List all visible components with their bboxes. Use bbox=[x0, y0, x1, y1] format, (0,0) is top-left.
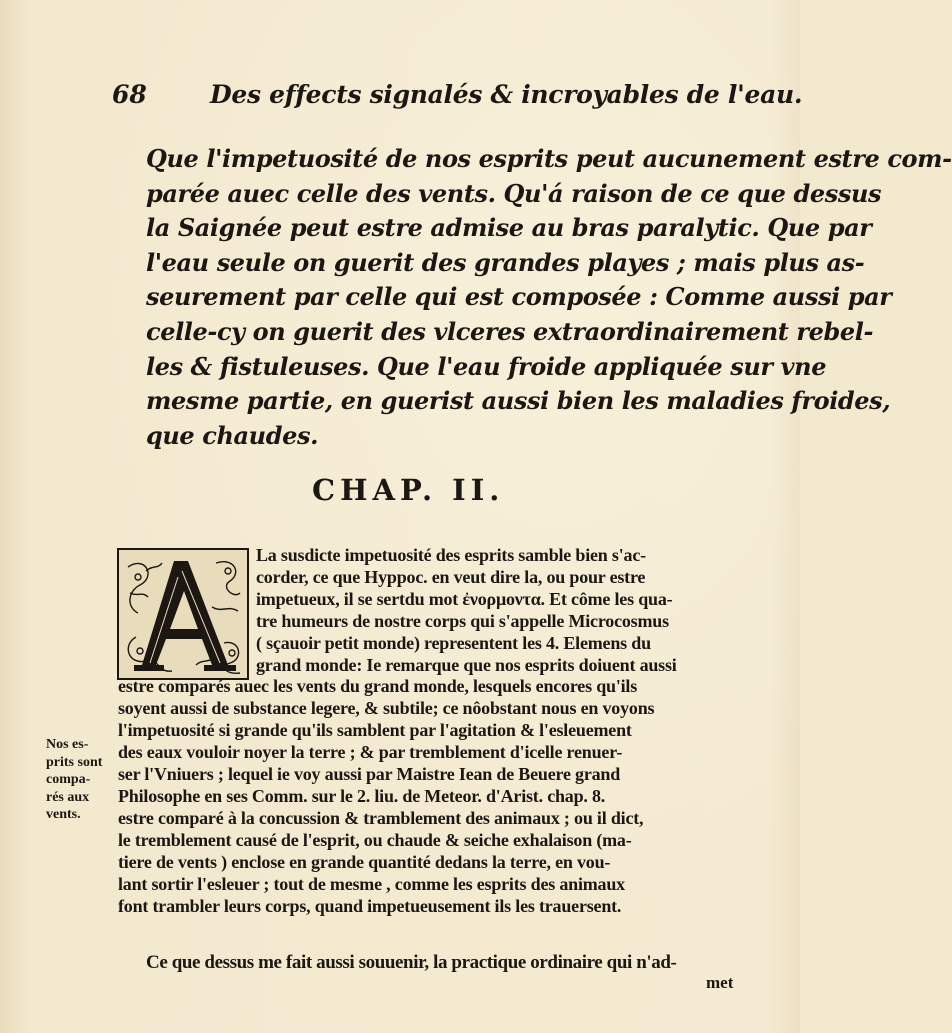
body-line: font trambler leurs corps, quand impetueusement ils les trauersent. bbox=[118, 895, 622, 916]
summary-line: les & fistuleuses. Que l'eau froide appliquée sur vne bbox=[146, 351, 827, 381]
margin-note-line: vents. bbox=[46, 807, 81, 822]
body-line: estre comparé à la concussion & tramblement des animaux ; ou il dict, bbox=[118, 807, 644, 828]
summary-line: la Saignée peut estre admise au bras paralytic. Que par bbox=[146, 213, 872, 243]
paragraph-start-line: Ce que dessus me fait aussi souuenir, la practique ordinaire qui n'ad- bbox=[146, 952, 677, 973]
margin-note-line: Nos es- bbox=[46, 737, 89, 752]
summary-line: seurement par celle qui est composée : Comme aussi par bbox=[146, 282, 892, 312]
page-header bbox=[112, 74, 803, 114]
summary-line: mesme partie, en guerist aussi bien les maladies froides, bbox=[146, 386, 891, 416]
body-line: le tremblement causé de l'esprit, ou chaude & seiche exhalaison (ma- bbox=[118, 829, 632, 850]
summary-line: celle-cy on guerit des vlceres extraordinairement rebel- bbox=[146, 316, 874, 346]
body-line: estre comparés auec les vents du grand monde, lesquels encores qu'ils bbox=[118, 676, 638, 697]
summary-line: parée auec celle des vents. Qu'á raison de ce que dessus bbox=[146, 178, 882, 208]
summary-line: Que l'impetuosité de nos esprits peut aucunement estre com- bbox=[146, 144, 952, 173]
margin-note-line: prits sont bbox=[46, 754, 103, 770]
body-line: Philosophe en ses Comm. sur le 2. liu. de Meteor. d'Arist. chap. 8. bbox=[118, 785, 606, 806]
body-line: des eaux vouloir noyer la terre ; & par tremblement d'icelle renuer- bbox=[118, 742, 623, 763]
margin-note-line: rés aux bbox=[46, 789, 90, 805]
chapter-body-text bbox=[118, 545, 748, 917]
body-line: soyent aussi de substance legere, & subtile; ce nôobstant nous en voyons bbox=[118, 698, 655, 719]
body-line: La susdicte impetuosité des esprits samble bien s'ac- bbox=[256, 545, 646, 565]
body-line: corder, ce que Hyppoc. en veut dire la, ou pour estre bbox=[256, 566, 646, 587]
body-line: tre humeurs de nostre corps qui s'appelle Microcosmus bbox=[256, 610, 669, 631]
summary-line: l'eau seule on guerit des grandes playes ; mais plus as- bbox=[146, 247, 865, 277]
body-line: ser l'Vniuers ; lequel ie voy aussi par Maistre Iean de Beuere grand bbox=[118, 764, 621, 785]
body-line: lant sortir l'esleuer ; tout de mesme , comme les esprits des animaux bbox=[118, 873, 625, 894]
running-title: Des effects signalés & incroyables de l'eau. bbox=[210, 80, 803, 109]
summary-line: que chaudes. bbox=[146, 420, 319, 450]
body-line: l'impetuosité si grande qu'ils samblent par l'agitation & l'esleuement bbox=[118, 720, 632, 741]
chapter-summary bbox=[146, 142, 952, 453]
margin-note-line: compa- bbox=[46, 772, 91, 787]
margin-note bbox=[46, 736, 116, 824]
body-line: tiere de vents ) enclose en grande quantité dedans la terre, en vou- bbox=[118, 851, 611, 872]
page-number: 68 bbox=[112, 80, 147, 109]
catchword: met bbox=[706, 973, 734, 992]
chapter-heading: CHAP. II. bbox=[312, 473, 505, 507]
body-line: impetueux, il se sertdu mot ἐνορμοντα. Et côme les qua- bbox=[256, 588, 673, 609]
body-line: ( sçauoir petit monde) representent les 4. Elemens du bbox=[256, 632, 651, 653]
body-line: grand monde: Ie remarque que nos esprits doiuent aussi bbox=[256, 654, 677, 675]
